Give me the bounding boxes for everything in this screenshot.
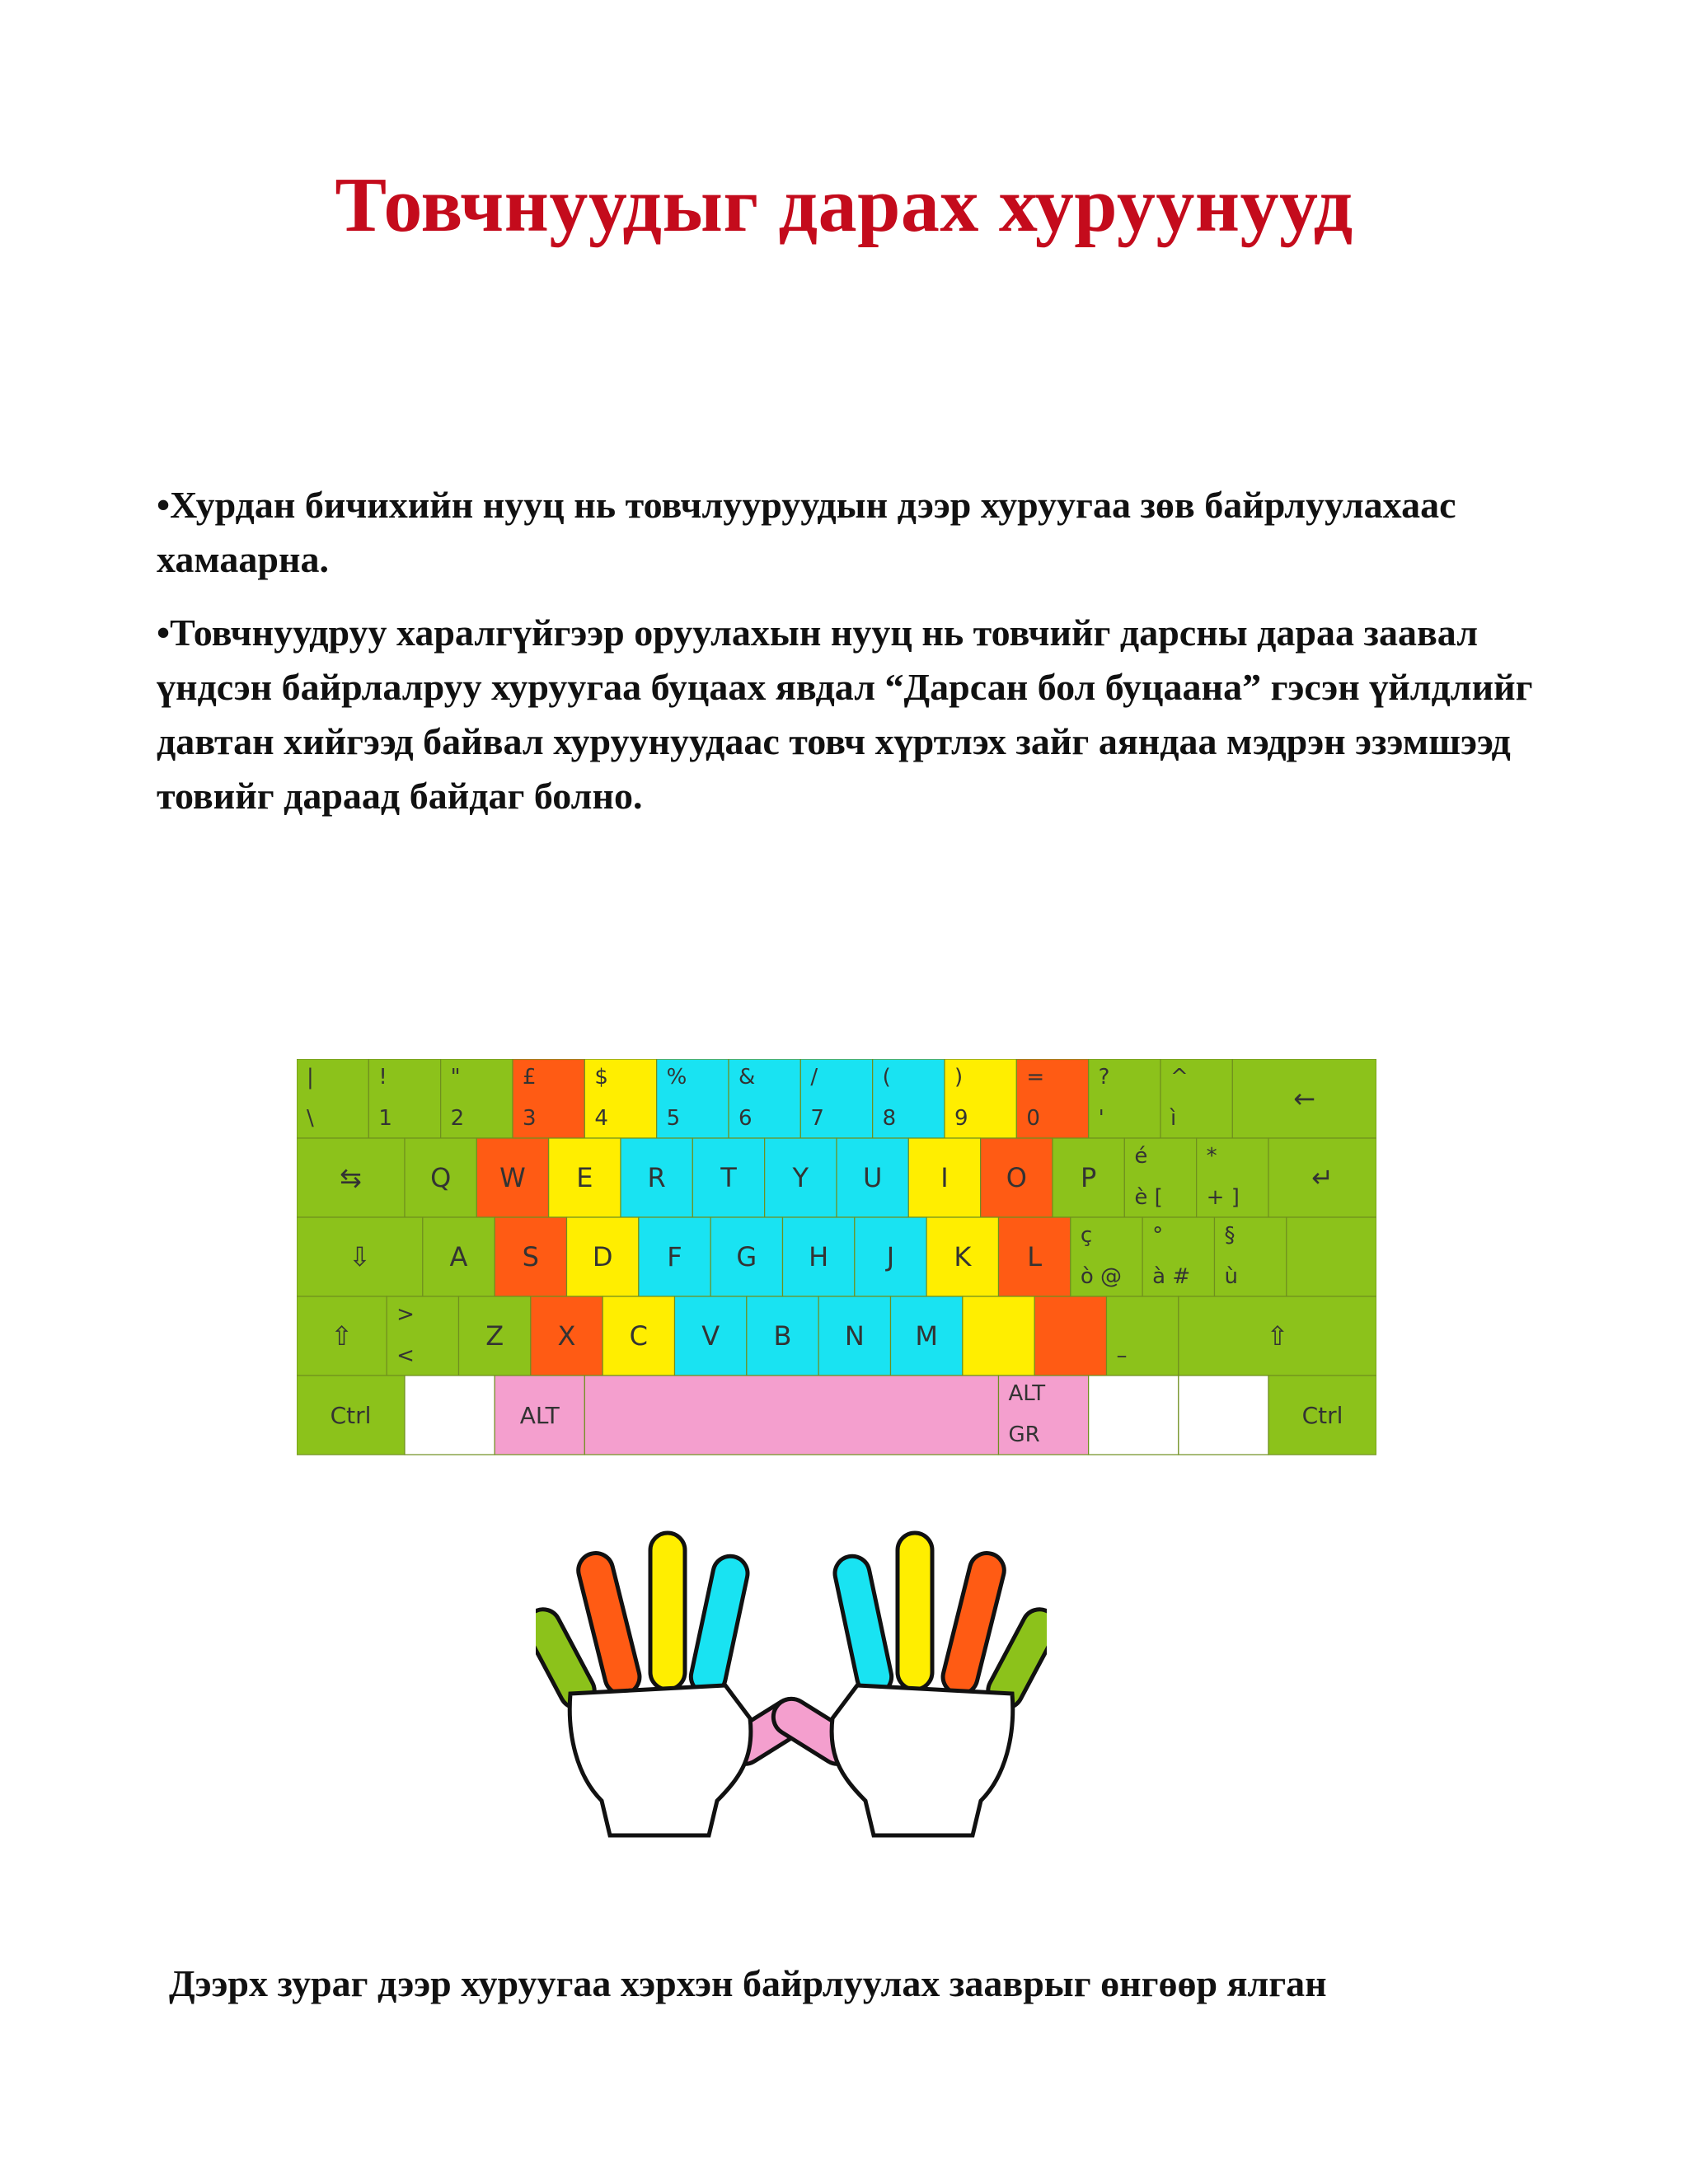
key-label: § bbox=[1224, 1223, 1236, 1248]
key-sublabel: ' bbox=[1098, 1106, 1104, 1131]
key-label: = bbox=[1026, 1065, 1045, 1090]
key-label: Q bbox=[430, 1162, 452, 1193]
key-label: U bbox=[862, 1162, 883, 1193]
key-4-6 bbox=[1179, 1376, 1268, 1455]
key-label: W bbox=[499, 1162, 526, 1193]
key-2-6 bbox=[783, 1217, 855, 1296]
key-4-5 bbox=[1089, 1376, 1179, 1455]
key-sublabel: 4 bbox=[594, 1106, 608, 1131]
key-1-2 bbox=[476, 1138, 548, 1217]
key-label: H bbox=[809, 1241, 829, 1272]
key-label: N bbox=[844, 1320, 865, 1352]
page-title: Товчнуудыг дарах хуруунууд bbox=[335, 162, 1353, 248]
key-3-12 bbox=[1179, 1296, 1376, 1376]
key-label: ) bbox=[954, 1065, 964, 1090]
key-label: A bbox=[449, 1241, 468, 1272]
key-label: % bbox=[666, 1065, 687, 1090]
key-label: > bbox=[396, 1302, 415, 1327]
key-0-7 bbox=[800, 1059, 872, 1138]
key-label: Z bbox=[485, 1320, 504, 1352]
key-sublabel: 2 bbox=[450, 1106, 465, 1131]
key-0-2 bbox=[441, 1059, 513, 1138]
key-label: ? bbox=[1098, 1065, 1110, 1090]
key-label: ! bbox=[378, 1065, 387, 1090]
left-hand bbox=[536, 1533, 816, 1835]
key-3-10 bbox=[1034, 1296, 1106, 1376]
key-label: G bbox=[736, 1241, 757, 1272]
key-0-4 bbox=[584, 1059, 656, 1138]
key-4-0 bbox=[297, 1376, 405, 1455]
key-sublabel: 0 bbox=[1026, 1106, 1040, 1131]
finger-index bbox=[687, 1553, 750, 1697]
hands-illustration bbox=[536, 1529, 1047, 1842]
key-2-8 bbox=[926, 1217, 998, 1296]
key-3-11 bbox=[1107, 1296, 1179, 1376]
key-2-9 bbox=[999, 1217, 1071, 1296]
key-0-1 bbox=[368, 1059, 440, 1138]
key-3-7 bbox=[818, 1296, 890, 1376]
key-2-3 bbox=[567, 1217, 639, 1296]
key-label: Y bbox=[792, 1162, 809, 1193]
key-label: O bbox=[1006, 1162, 1027, 1193]
key-sublabel: GR bbox=[1008, 1422, 1040, 1447]
key-sublabel: 3 bbox=[523, 1106, 537, 1131]
key-2-4 bbox=[639, 1217, 710, 1296]
key-sublabel: ì bbox=[1170, 1106, 1177, 1131]
key-0-12 bbox=[1160, 1059, 1232, 1138]
palm bbox=[832, 1685, 1013, 1835]
key-label: I bbox=[940, 1162, 949, 1193]
key-label: K bbox=[954, 1241, 972, 1272]
key-4-2 bbox=[495, 1376, 584, 1455]
key-sublabel: 5 bbox=[666, 1106, 681, 1131]
key-label: T bbox=[720, 1162, 737, 1193]
key-sublabel: è [ bbox=[1134, 1185, 1163, 1210]
key-label: ° bbox=[1152, 1223, 1164, 1248]
key-sublabel: – bbox=[1116, 1343, 1128, 1368]
key-0-3 bbox=[513, 1059, 584, 1138]
key-sublabel: 8 bbox=[882, 1106, 897, 1131]
key-0-0 bbox=[297, 1059, 368, 1138]
key-label: ⇧ bbox=[331, 1320, 353, 1352]
key-label: X bbox=[557, 1320, 576, 1352]
key-1-4 bbox=[621, 1138, 692, 1217]
key-0-5 bbox=[657, 1059, 729, 1138]
key-4-7 bbox=[1268, 1376, 1376, 1455]
key-3-6 bbox=[747, 1296, 818, 1376]
key-sublabel: 1 bbox=[378, 1106, 392, 1131]
key-3-4 bbox=[603, 1296, 674, 1376]
paragraph-2: •Товчнуудруу харалгүйгээр оруулахын нууц нь товчийг дарсны дараа заавал үндсэн байрлалруу хуруугаа буцаах явдал “Дарсан бол буцаана” гэсэн үйлдлийг давтан хийгээд байвал хуруунуудаас товч хүртлэх зайг аяндаа мэдрэн эзэмшээд товийг дараад байдаг болно. bbox=[157, 612, 1533, 817]
key-2-13 bbox=[1287, 1217, 1376, 1296]
key-label: R bbox=[647, 1162, 666, 1193]
key-label: Ctrl bbox=[1301, 1402, 1343, 1429]
key-2-7 bbox=[855, 1217, 926, 1296]
key-label: & bbox=[738, 1065, 756, 1090]
key-label: D bbox=[592, 1241, 613, 1272]
key-label: / bbox=[810, 1065, 818, 1090]
right-hand bbox=[767, 1533, 1047, 1835]
key-label: ALT bbox=[519, 1402, 560, 1429]
key-2-10 bbox=[1071, 1217, 1142, 1296]
key-label: | bbox=[307, 1065, 314, 1090]
key-3-2 bbox=[459, 1296, 531, 1376]
finger-index bbox=[832, 1553, 894, 1697]
key-0-8 bbox=[873, 1059, 945, 1138]
key-label: ALT bbox=[1008, 1381, 1046, 1406]
key-label: ç bbox=[1080, 1223, 1093, 1248]
key-label: $ bbox=[594, 1065, 608, 1090]
key-2-2 bbox=[495, 1217, 566, 1296]
key-3-5 bbox=[675, 1296, 747, 1376]
key-sublabel: 6 bbox=[738, 1106, 753, 1131]
key-3-9 bbox=[963, 1296, 1034, 1376]
key-2-5 bbox=[710, 1217, 782, 1296]
key-label: M bbox=[915, 1320, 938, 1352]
key-label: ↵ bbox=[1311, 1162, 1334, 1193]
key-1-11 bbox=[1124, 1138, 1196, 1217]
key-0-6 bbox=[729, 1059, 800, 1138]
key-1-8 bbox=[908, 1138, 980, 1217]
key-sublabel: < bbox=[396, 1343, 415, 1368]
key-label: ⇆ bbox=[340, 1162, 362, 1193]
key-label: S bbox=[522, 1241, 539, 1272]
key-sublabel: ù bbox=[1224, 1264, 1238, 1289]
key-label: F bbox=[667, 1241, 682, 1272]
key-4-3 bbox=[584, 1376, 998, 1455]
keyboard-finger-map bbox=[297, 1059, 1376, 1459]
paragraph-1: •Хурдан бичихийн нууц нь товчлууруудын дээр хуруугаа зөв байрлуулахаас хамаарна. bbox=[157, 484, 1456, 580]
key-0-11 bbox=[1089, 1059, 1160, 1138]
key-4-4 bbox=[999, 1376, 1089, 1455]
key-1-9 bbox=[981, 1138, 1053, 1217]
key-sublabel: + ] bbox=[1206, 1185, 1240, 1210]
key-label: ^ bbox=[1170, 1065, 1189, 1090]
key-label: ⇧ bbox=[1266, 1320, 1289, 1352]
finger-middle bbox=[898, 1533, 932, 1690]
key-label: J bbox=[886, 1241, 895, 1272]
key-1-12 bbox=[1197, 1138, 1268, 1217]
key-1-7 bbox=[837, 1138, 908, 1217]
key-sublabel: à # bbox=[1152, 1264, 1191, 1289]
key-label: £ bbox=[523, 1065, 537, 1090]
key-0-10 bbox=[1016, 1059, 1088, 1138]
key-1-6 bbox=[765, 1138, 837, 1217]
key-2-0 bbox=[297, 1217, 423, 1296]
key-label: * bbox=[1206, 1144, 1217, 1169]
key-1-5 bbox=[692, 1138, 764, 1217]
key-label: é bbox=[1134, 1144, 1148, 1169]
key-label: E bbox=[576, 1162, 593, 1193]
key-1-10 bbox=[1053, 1138, 1124, 1217]
key-sublabel: \ bbox=[307, 1106, 314, 1131]
key-label: L bbox=[1027, 1241, 1043, 1272]
key-3-0 bbox=[297, 1296, 387, 1376]
key-label: Ctrl bbox=[330, 1402, 372, 1429]
key-0-13 bbox=[1232, 1059, 1376, 1138]
key-label: P bbox=[1081, 1162, 1097, 1193]
key-4-1 bbox=[405, 1376, 495, 1455]
key-2-1 bbox=[423, 1217, 495, 1296]
key-3-1 bbox=[387, 1296, 458, 1376]
key-1-3 bbox=[549, 1138, 621, 1217]
key-1-1 bbox=[405, 1138, 476, 1217]
key-label: V bbox=[701, 1320, 720, 1352]
key-3-8 bbox=[891, 1296, 963, 1376]
palm bbox=[570, 1685, 751, 1835]
key-2-12 bbox=[1215, 1217, 1287, 1296]
key-label: B bbox=[773, 1320, 792, 1352]
key-label: ( bbox=[882, 1065, 891, 1090]
key-1-0 bbox=[297, 1138, 405, 1217]
key-3-3 bbox=[531, 1296, 603, 1376]
caption: Дээрх зураг дээр хуруугаа хэрхэн байрлуулах зааврыг өнгөөр ялган bbox=[169, 1962, 1327, 2004]
key-2-11 bbox=[1142, 1217, 1214, 1296]
key-sublabel: ò @ bbox=[1080, 1264, 1123, 1289]
key-label: ⇩ bbox=[349, 1241, 371, 1272]
finger-middle bbox=[650, 1533, 685, 1690]
key-sublabel: 7 bbox=[810, 1106, 824, 1131]
key-0-9 bbox=[945, 1059, 1016, 1138]
key-sublabel: 9 bbox=[954, 1106, 968, 1131]
key-label: " bbox=[450, 1065, 461, 1090]
key-1-13 bbox=[1268, 1138, 1376, 1217]
key-label: ← bbox=[1293, 1083, 1316, 1114]
key-label: C bbox=[629, 1320, 649, 1352]
